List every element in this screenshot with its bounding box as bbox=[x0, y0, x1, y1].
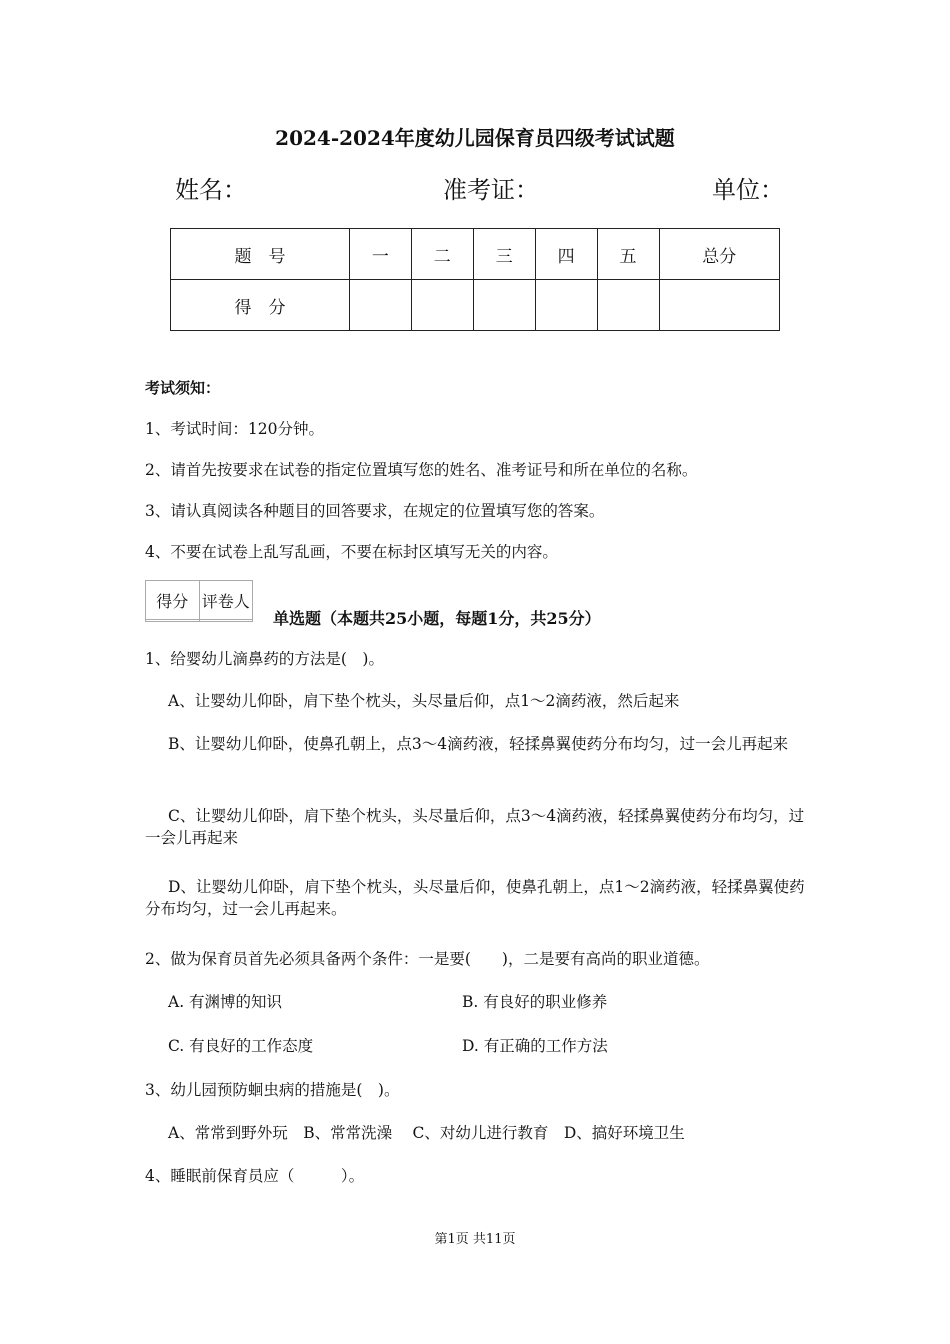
score-table-header-cell: 总分 bbox=[659, 229, 779, 280]
option-a: A. 有渊博的知识 bbox=[168, 993, 283, 1011]
question-stem: 4、睡眠前保育员应（ ）。 bbox=[145, 1167, 365, 1185]
score-row-label: 得 分 bbox=[171, 280, 350, 331]
option-b: B. 有良好的职业修养 bbox=[462, 993, 608, 1011]
score-table-header-cell: 三 bbox=[473, 229, 535, 280]
score-cell bbox=[349, 280, 411, 331]
notice-item: 3、请认真阅读各种题目的回答要求，在规定的位置填写您的答案。 bbox=[145, 502, 605, 520]
question-stem: 3、幼儿园预防蛔虫病的措施是( )。 bbox=[145, 1081, 400, 1099]
option-a: A、让婴幼儿仰卧，肩下垫个枕头，头尽量后仰，点1～2滴药液，然后起来 bbox=[168, 692, 680, 710]
notice-item: 4、不要在试卷上乱写乱画，不要在标封区填写无关的内容。 bbox=[145, 543, 558, 561]
score-table bbox=[170, 228, 780, 331]
option-c: C、让婴幼儿仰卧，肩下垫个枕头，头尽量后仰，点3～4滴药液，轻揉鼻翼使药分布均匀，过一会儿再起来 bbox=[145, 807, 805, 847]
score-table-header-cell: 四 bbox=[535, 229, 597, 280]
question-stem: 2、做为保育员首先必须具备两个条件：一是要( )，二是要有高尚的职业道德。 bbox=[145, 950, 710, 968]
option-b: B、让婴幼儿仰卧，使鼻孔朝上，点3～4滴药液，轻揉鼻翼使药分布均匀，过一会儿再起来 bbox=[168, 735, 789, 753]
grader-score-label: 得分 bbox=[146, 581, 200, 620]
grader-box bbox=[145, 580, 253, 622]
score-cell bbox=[411, 280, 473, 331]
score-table-header-cell: 一 bbox=[349, 229, 411, 280]
page-footer: 第1页 共11页 bbox=[434, 1232, 516, 1247]
notice-title: 考试须知： bbox=[145, 379, 221, 397]
unit-label: 单位： bbox=[712, 176, 784, 204]
grader-score-cell bbox=[146, 620, 200, 622]
page-title: 2024-2024年度幼儿园保育员四级考试试题 bbox=[275, 126, 675, 150]
option-c: C. 有良好的工作态度 bbox=[168, 1037, 314, 1055]
score-cell bbox=[535, 280, 597, 331]
grader-reviewer-label: 评卷人 bbox=[199, 581, 253, 620]
notice-item: 2、请首先按要求在试卷的指定位置填写您的姓名、准考证号和所在单位的名称。 bbox=[145, 461, 698, 479]
score-cell bbox=[659, 280, 779, 331]
section-title: 单选题（本题共25小题，每题1分，共25分） bbox=[273, 609, 601, 628]
exam-id-label: 准考证： bbox=[443, 176, 539, 204]
notice-item: 1、考试时间：120分钟。 bbox=[145, 420, 324, 438]
score-table-header-cell: 二 bbox=[411, 229, 473, 280]
score-table-header-row bbox=[171, 229, 780, 280]
score-table-header-cell: 题 号 bbox=[171, 229, 350, 280]
option-d: D. 有正确的工作方法 bbox=[462, 1037, 608, 1055]
grader-reviewer-cell bbox=[199, 620, 253, 622]
option-d: D、让婴幼儿仰卧，肩下垫个枕头，头尽量后仰，使鼻孔朝上，点1～2滴药液，轻揉鼻翼使药分布均匀，过一会儿再起来。 bbox=[145, 878, 805, 918]
question-stem: 1、给婴幼儿滴鼻药的方法是( )。 bbox=[145, 650, 384, 668]
score-table-score-row bbox=[171, 280, 780, 331]
name-label: 姓名： bbox=[175, 176, 247, 204]
score-cell bbox=[597, 280, 659, 331]
score-table-header-cell: 五 bbox=[597, 229, 659, 280]
options-line: A、常常到野外玩 B、常常洗澡 C、对幼儿进行教育 D、搞好环境卫生 bbox=[168, 1124, 685, 1142]
score-cell bbox=[473, 280, 535, 331]
